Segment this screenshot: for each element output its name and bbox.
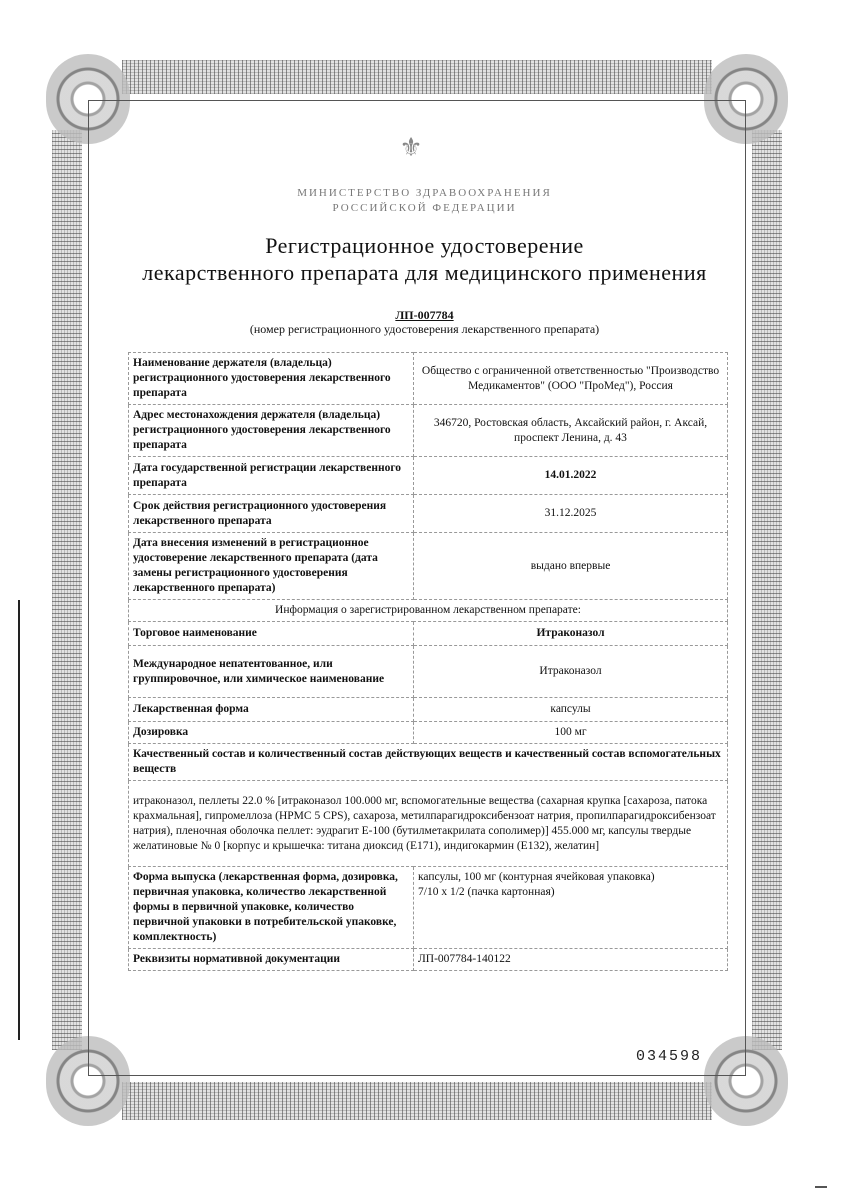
- composition-value: итраконазол, пеллеты 22.0 % [итраконазол 100.000 мг, вспомогательные вещества (сахарная крупка [сахароза, патока крахмальная], гипромеллоза (HPMC 5 CPS), сахароза, метилпарагидроксибензоат натрия, пропилпарагидроксибензоат натрия), пленочная оболочка пеллет: эудрагит Е-100 (бутилметакрилата сополимер)] 455.000 мг, капсулы твердые желатиновые № 0 [корпус и крышечка: титана диоксид (Е171), индигокармин (Е132), желатин]: [129, 781, 728, 867]
- scan-mark: [815, 1186, 827, 1188]
- table-row: [129, 495, 728, 533]
- trade-name-label: Торговое наименование: [129, 622, 414, 646]
- document-title: [0, 232, 849, 286]
- inn-label: Международное непатентованное, или группировочное, или химическое наименование: [129, 646, 414, 698]
- holder-name-label: Наименование держателя (владельца) регистрационного удостоверения лекарственного препарата: [129, 353, 414, 405]
- changes-date-value: выдано впервые: [414, 533, 728, 600]
- info-heading: Информация о зарегистрированном лекарственном препарате:: [129, 600, 728, 622]
- normative-docs-label: Реквизиты нормативной документации: [129, 949, 414, 971]
- eagle-emblem-icon: ⚜: [399, 133, 423, 162]
- ministry-name: [0, 186, 849, 216]
- registration-table: [128, 352, 728, 971]
- title-line-2: лекарственного препарата для медицинского применения: [142, 260, 707, 285]
- release-form-value: [414, 867, 728, 949]
- scan-edge-line: [18, 600, 20, 1040]
- frame-bottom-border: [122, 1082, 712, 1120]
- serial-number: 034598: [636, 1048, 703, 1065]
- table-row: [129, 353, 728, 405]
- table-row: [129, 744, 728, 781]
- registration-date-value: 14.01.2022: [414, 457, 728, 495]
- table-row: [129, 867, 728, 949]
- trade-name-value: Итраконазол: [414, 622, 728, 646]
- registration-date-label: Дата государственной регистрации лекарственного препарата: [129, 457, 414, 495]
- release-form-label: Форма выпуска (лекарственная форма, дозировка, первичная упаковка, количество лекарственной формы в первичной упаковке, количество первичной упаковки в потребительской упаковке, комплектность): [129, 867, 414, 949]
- holder-name-value: Общество с ограниченной ответственностью "Производство Медикаментов" (ООО "ПроМед"), Россия: [414, 353, 728, 405]
- validity-value: 31.12.2025: [414, 495, 728, 533]
- dosage-form-label: Лекарственная форма: [129, 698, 414, 722]
- table-row: [129, 949, 728, 971]
- dosage-value: 100 мг: [414, 722, 728, 744]
- inn-value: Итраконазол: [414, 646, 728, 698]
- table-row: [129, 698, 728, 722]
- release-form-line-1: капсулы, 100 мг (контурная ячейковая упаковка): [418, 871, 655, 883]
- ministry-line-2: РОССИЙСКОЙ ФЕДЕРАЦИИ: [332, 202, 517, 214]
- holder-address-label: Адрес местонахождения держателя (владельца) регистрационного удостоверения лекарственного препарата: [129, 405, 414, 457]
- dosage-form-value: капсулы: [414, 698, 728, 722]
- release-form-line-2: 7/10 x 1/2 (пачка картонная): [418, 886, 555, 898]
- dosage-label: Дозировка: [129, 722, 414, 744]
- holder-address-value: 346720, Ростовская область, Аксайский район, г. Аксай, проспект Ленина, д. 43: [414, 405, 728, 457]
- table-row: [129, 722, 728, 744]
- table-row: [129, 457, 728, 495]
- table-row: [129, 600, 728, 622]
- table-row: [129, 781, 728, 867]
- title-line-1: Регистрационное удостоверение: [265, 233, 584, 258]
- table-row: [129, 533, 728, 600]
- table-row: [129, 405, 728, 457]
- composition-label: Качественный состав и количественный состав действующих веществ и качественный состав вспомогательных веществ: [129, 744, 728, 781]
- table-row: [129, 622, 728, 646]
- normative-docs-value: ЛП-007784-140122: [414, 949, 728, 971]
- frame-top-border: [122, 60, 712, 94]
- ministry-line-1: МИНИСТЕРСТВО ЗДРАВООХРАНЕНИЯ: [297, 187, 552, 199]
- registration-number-caption: (номер регистрационного удостоверения лекарственного препарата): [249, 322, 600, 336]
- table-row: [129, 646, 728, 698]
- validity-label: Срок действия регистрационного удостоверения лекарственного препарата: [129, 495, 414, 533]
- registration-number: ЛП-007784: [395, 308, 454, 322]
- changes-date-label: Дата внесения изменений в регистрационное удостоверение лекарственного препарата (дата замены регистрационного удостоверения лекарственного препарата): [129, 533, 414, 600]
